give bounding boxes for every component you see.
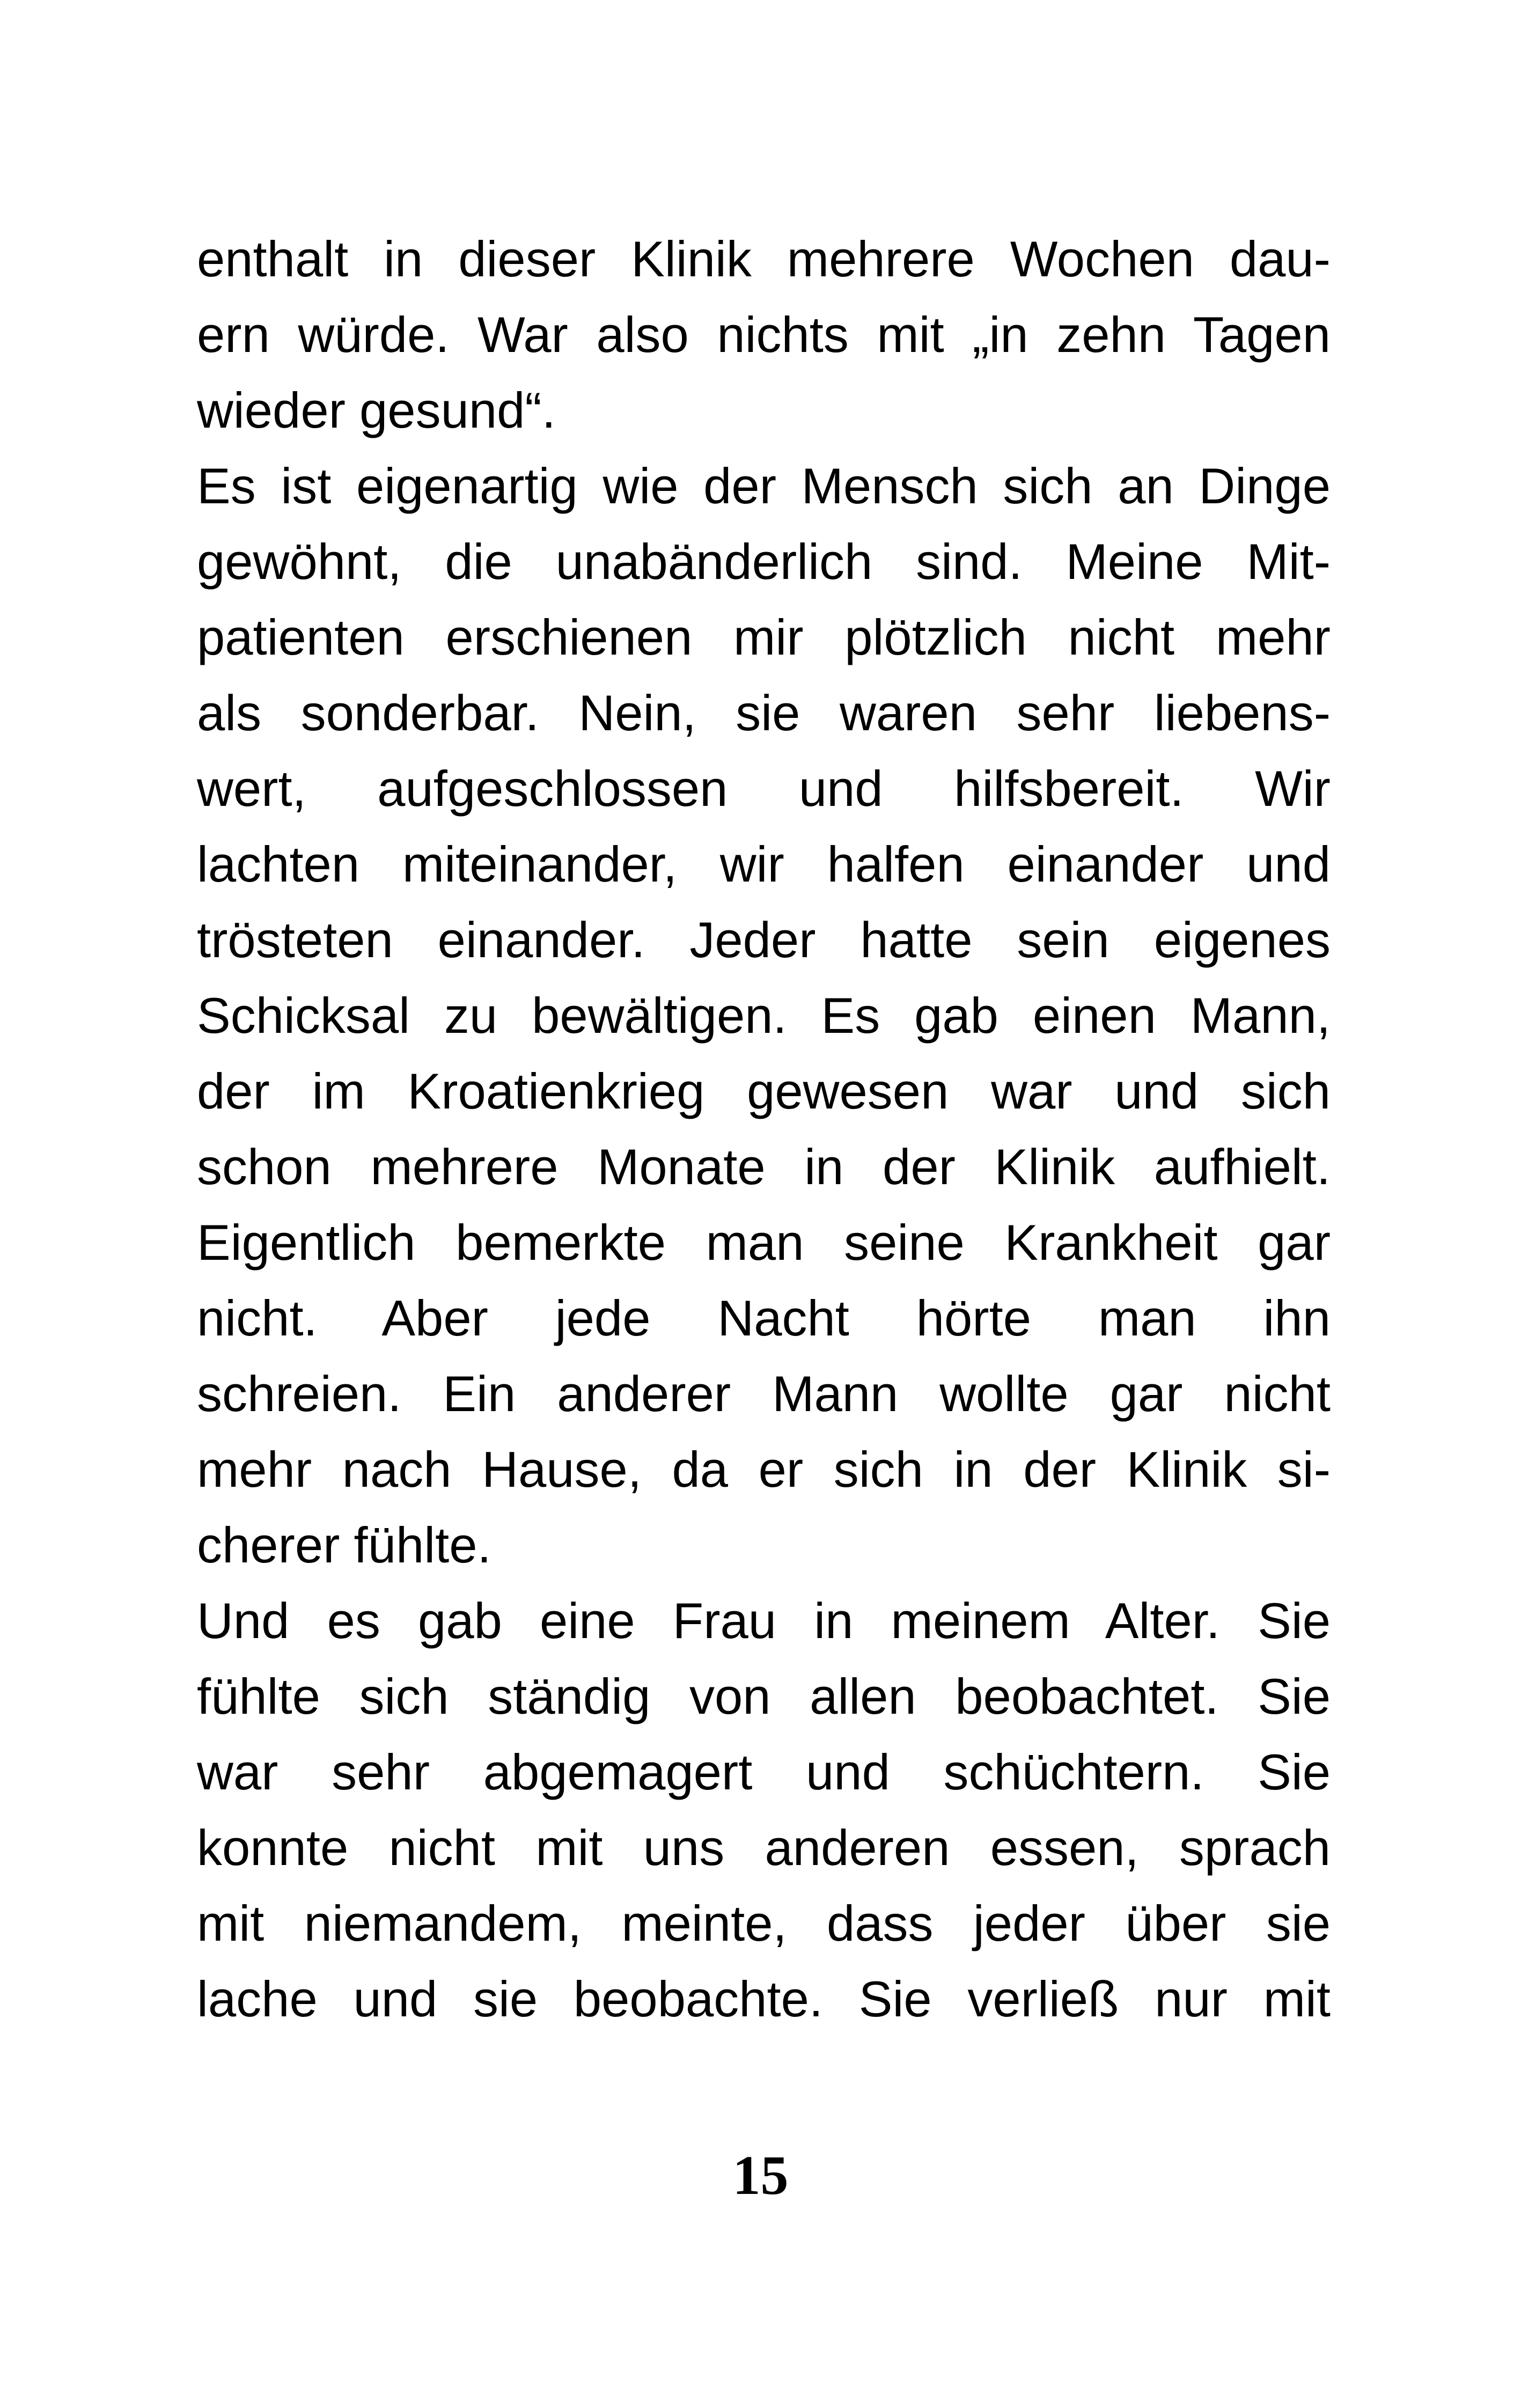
text-line: gewöhnt, die unabänderlich sind. Meine Mit- xyxy=(197,533,1331,590)
text-line: mehr nach Hause, da er sich in der Klinik si- xyxy=(197,1441,1331,1497)
text-line: war sehr abgemagert und schüchtern. Sie xyxy=(197,1744,1331,1800)
text-line: ern würde. War also nichts mit „in zehn Tagen xyxy=(197,306,1331,363)
body-text xyxy=(197,221,1331,2037)
text-line: fühlte sich ständig von allen beobachtet. Sie xyxy=(197,1668,1331,1724)
text-line: trösteten einander. Jeder hatte sein eigenes xyxy=(197,912,1331,968)
text-line: wieder gesund“. xyxy=(197,382,556,438)
text-line: Eigentlich bemerkte man seine Krankheit gar xyxy=(197,1214,1331,1271)
text-line: lachten miteinander, wir halfen einander und xyxy=(197,836,1331,892)
text-line: patienten erschienen mir plötzlich nicht mehr xyxy=(197,609,1331,665)
text-line: Es ist eigenartig wie der Mensch sich an Dinge xyxy=(197,458,1331,514)
text-line: cherer fühlte. xyxy=(197,1517,491,1573)
text-line: wert, aufgeschlossen und hilfsbereit. Wir xyxy=(197,760,1331,817)
text-line: enthalt in dieser Klinik mehrere Wochen dau- xyxy=(197,231,1331,287)
text-line: schreien. Ein anderer Mann wollte gar nicht xyxy=(197,1365,1331,1422)
text-line: mit niemandem, meinte, dass jeder über sie xyxy=(197,1895,1331,1951)
text-line: Und es gab eine Frau in meinem Alter. Sie xyxy=(197,1592,1331,1649)
text-line: lache und sie beobachte. Sie verließ nur mit xyxy=(197,1971,1331,2027)
text-line: als sonderbar. Nein, sie waren sehr liebens- xyxy=(197,685,1331,741)
text-line: Schicksal zu bewältigen. Es gab einen Mann, xyxy=(197,987,1331,1044)
text-line: konnte nicht mit uns anderen essen, sprach xyxy=(197,1819,1331,1876)
text-line: nicht. Aber jede Nacht hörte man ihn xyxy=(197,1290,1331,1346)
text-line: der im Kroatienkrieg gewesen war und sich xyxy=(197,1063,1331,1119)
text-line: schon mehrere Monate in der Klinik aufhielt. xyxy=(197,1139,1331,1195)
page-number: 15 xyxy=(732,2145,789,2206)
